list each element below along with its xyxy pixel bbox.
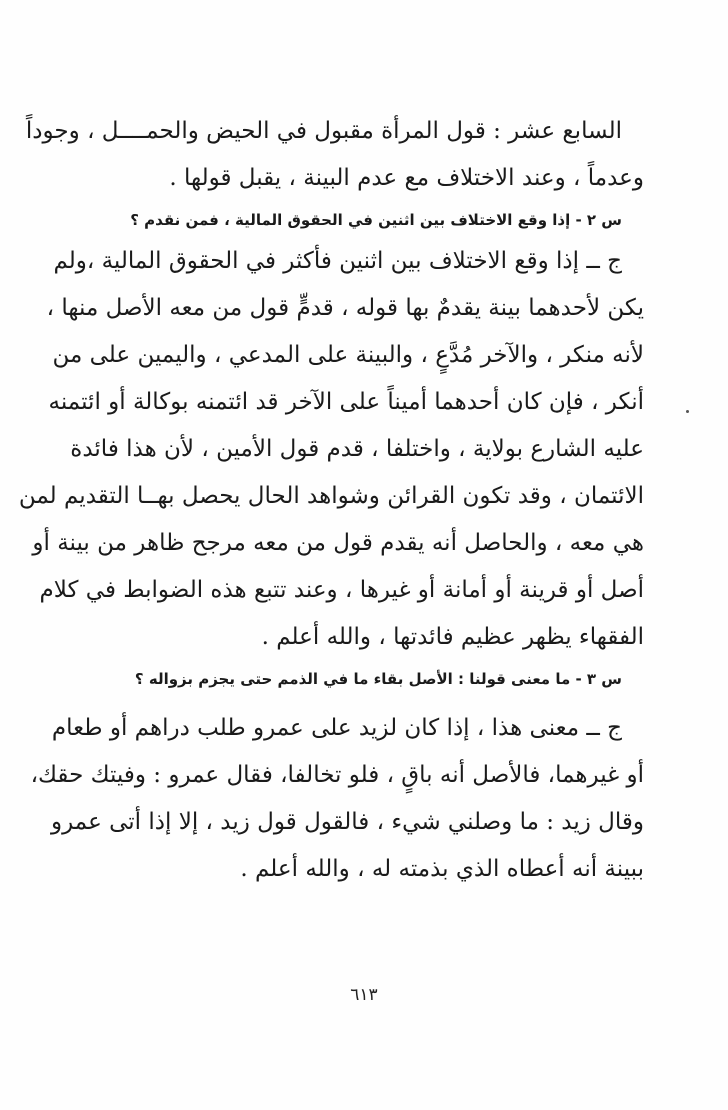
text-line: لأنه منكر ، والآخر مُدَّعٍ ، والبينة على المدعي ، واليمين على من — [52, 342, 644, 368]
text-line: يكن لأحدهما بينة يقدمٌ بها قوله ، قدمٍّ قول من معه الأصل منها ، — [46, 295, 644, 321]
text-line: عليه الشارع بولاية ، واختلفا ، قدم قول الأمين ، لأن هذا فائدة — [70, 436, 644, 462]
paragraph-seventeenth — [25, 108, 644, 202]
text-line: السابع عشر : قول المرأة مقبول في الحيض والحمــــل ، وجوداً — [25, 118, 622, 144]
text-line: أصل أو قرينة أو أمانة أو غيرها ، وعند تتبع هذه الضوابط في كلام — [39, 577, 644, 603]
page-number: ٦١٣ — [350, 985, 378, 1005]
text-line: الائتمان ، وقد تكون القرائن وشواهد الحال يحصل بهــا التقديم لمن — [18, 483, 644, 509]
text-line: أو غيرهما، فالأصل أنه باقٍ ، فلو تخالفا، فقال عمرو : وفيتك حقك، — [30, 762, 644, 788]
text-line: الفقهاء يظهر عظيم فائدتها ، والله أعلم . — [261, 624, 644, 650]
text-line: ج ــ إذا وقع الاختلاف بين اثنين فأكثر في الحقوق المالية ،ولم — [53, 248, 622, 274]
answer-2 — [18, 238, 644, 661]
text-line: ج ــ معنى هذا ، إذا كان لزيد على عمرو طلب دراهم أو طعام — [51, 715, 622, 741]
answer-3 — [30, 705, 644, 893]
question-3-heading: س ٣ - ما معنى قولنا : الأصل بقاء ما في الذمم حتى يجزم بزواله ؟ — [134, 670, 622, 688]
text-line: ببينة أنه أعطاه الذي بذمته له ، والله أعلم . — [240, 856, 644, 882]
question-2-heading: س ٢ - إذا وقع الاختلاف بين اثنين في الحقوق المالية ، فمن نقدم ؟ — [130, 211, 622, 229]
text-line: هي معه ، والحاصل أنه يقدم قول من معه مرجح ظاهر من بينة أو — [32, 530, 644, 556]
text-line: أنكر ، فإن كان أحدهما أميناً على الآخر قد ائتمنه بوكالة أو ائتمنه — [48, 389, 644, 415]
text-line: وعدماً ، وعند الاختلاف مع عدم البينة ، يقبل قولها . — [169, 165, 644, 191]
stray-ink-dot — [686, 410, 689, 413]
text-line: وقال زيد : ما وصلني شيء ، فالقول قول زيد ، إلا إذا أتى عمرو — [50, 809, 644, 835]
page-body — [18, 108, 644, 893]
